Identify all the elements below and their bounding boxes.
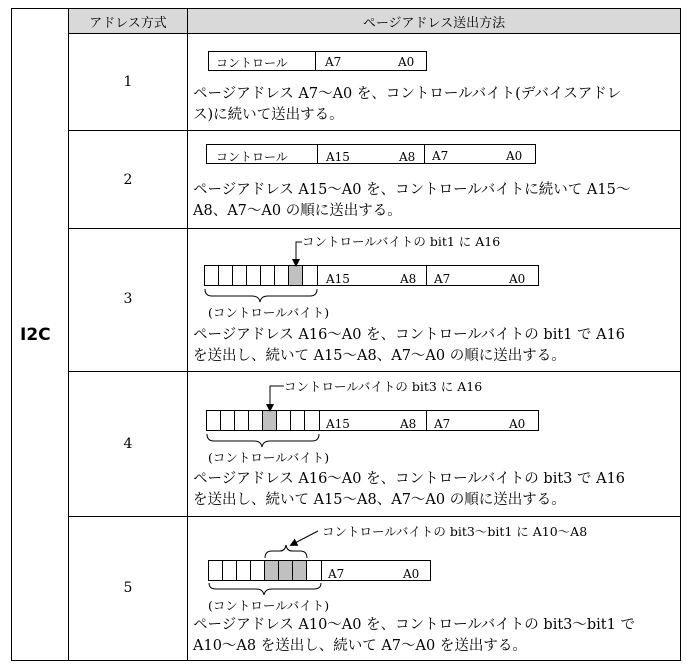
address-lo-label: A0 (509, 272, 526, 286)
row-description: ページアドレス A10～A0 を、コントロールバイトの bit3～bit1 で (193, 617, 635, 633)
pointer-arrow (270, 386, 284, 408)
pointer-arrow (293, 531, 318, 544)
row-description: A10～A8 を送出し、続いて A7～A0 を送出する。 (193, 638, 527, 654)
address-lo-label: A0 (398, 55, 415, 69)
address-hi-label: A7 (434, 272, 451, 286)
address-lo-label: A8 (400, 272, 417, 286)
top-brace (265, 545, 307, 558)
control-label: コントロール (216, 56, 288, 70)
address-hi-label: A7 (432, 149, 449, 163)
address-hi-label: A7 (325, 55, 342, 69)
address-hi-label: A7 (328, 567, 345, 581)
address-hi-label: A15 (326, 417, 350, 431)
address-lo-label: A8 (400, 417, 417, 431)
row-description: ス)に続いて送出する。 (193, 107, 344, 123)
header-mode: アドレス方式 (89, 16, 167, 31)
bottom-brace (209, 583, 321, 595)
row-number: 5 (123, 580, 133, 596)
row-description: ページアドレス A7～A0 を、コントロールバイト(デバイスアドレ (193, 86, 622, 102)
row-description: を送出し、続いて A15～A8、A7～A0 の順に送出する。 (193, 348, 566, 364)
address-lo-label: A8 (399, 150, 416, 164)
address-hi-label: A15 (326, 150, 350, 164)
row-description: ページアドレス A16～A0 を、コントロールバイトの bit1 で A16 (193, 327, 626, 343)
address-lo-label: A0 (509, 417, 526, 431)
row-number: 4 (123, 436, 133, 452)
bit-annotation: コントロールバイトの bit1 に A16 (302, 234, 501, 249)
protocol-label: I2C (20, 325, 51, 345)
control-label: コントロール (216, 150, 288, 164)
pointer-arrow (296, 242, 302, 263)
row-number: 3 (123, 291, 133, 307)
address-hi-label: A7 (434, 417, 451, 431)
row-description: を送出し、続いて A15～A8、A7～A0 の順に送出する。 (193, 492, 566, 508)
control-byte-brace-label: (コントロールバイト) (208, 598, 330, 613)
row-description: ページアドレス A15～A0 を、コントロールバイトに続いて A15～ (193, 182, 631, 198)
address-hi-label: A15 (326, 272, 350, 286)
row-description: A8、A7～A0 の順に送出する。 (193, 203, 402, 219)
address-lo-label: A0 (506, 149, 523, 163)
bit-annotation: コントロールバイトの bit3 に A16 (284, 379, 483, 394)
bit-annotation: コントロールバイトの bit3～bit1 に A10～A8 (322, 524, 588, 539)
row-number: 1 (123, 74, 133, 90)
control-byte-brace-label: (コントロールバイト) (208, 450, 330, 465)
address-lo-label: A0 (403, 567, 420, 581)
row-number: 2 (123, 172, 133, 188)
row-description: ページアドレス A16～A0 を、コントロールバイトの bit3 で A16 (193, 471, 626, 487)
bottom-brace (205, 289, 317, 302)
bottom-brace (207, 434, 319, 447)
control-byte-brace-label: (コントロールバイト) (208, 305, 330, 320)
header-method: ページアドレス送出方法 (362, 16, 506, 31)
